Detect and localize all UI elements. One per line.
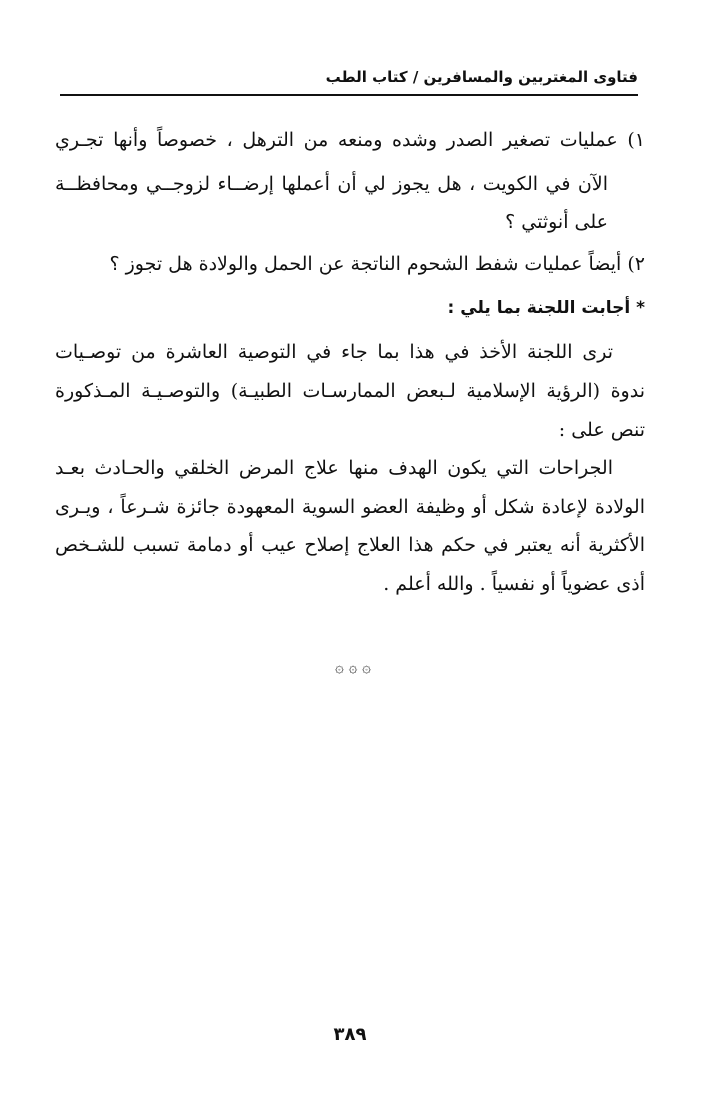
header-title: فتاوى المغتربين والمسافرين / كتاب الطب bbox=[325, 68, 638, 86]
answer-para2-line-1: الجراحات التي يكون الهدف منها علاج المرض الخلقي والحـادث بعـد bbox=[55, 457, 613, 479]
question-2-line: ٢) أيضاً عمليات شفط الشحوم الناتجة عن الحمل والولادة هل تجوز ؟ bbox=[109, 253, 645, 275]
answer-para1-line-3: تنص على : bbox=[558, 419, 645, 441]
answer-para2-line-2: الولادة لإعادة شكل أو وظيفة العضو السوية المعهودة جائزة شـرعاً ، ويـرى bbox=[55, 496, 645, 518]
answer-heading: * أجابت اللجنة بما يلي : bbox=[447, 298, 645, 318]
question-1-line-2: الآن في الكويت ، هل يجوز لي أن أعملها إرضــاء لزوجــي ومحافظــة bbox=[55, 173, 608, 195]
page-number: ٣٨٩ bbox=[333, 1024, 367, 1045]
answer-para2-line-4: أذى عضوياً أو نفسياً . والله أعلم . bbox=[383, 573, 645, 595]
answer-para1-line-1: ترى اللجنة الأخذ في هذا بما جاء في التوصية العاشرة من توصـيات bbox=[55, 341, 613, 363]
question-1-line-1: ١) عمليات تصغير الصدر وشده ومنعه من الترهل ، خصوصاً وأنها تجـري bbox=[55, 129, 645, 151]
answer-para2-line-3: الأكثرية أنه يعتبر في حكم هذا العلاج إصلاح عيب أو دمامة تسبب للشـخص bbox=[55, 534, 645, 556]
running-header bbox=[60, 66, 638, 96]
question-1-line-3: على أنوثتي ؟ bbox=[505, 211, 608, 233]
section-ornament: ۞ ۞ ۞ bbox=[335, 658, 371, 676]
answer-para1-line-2: ندوة (الرؤية الإسلامية لـبعض الممارسـات الطبيـة) والتوصـيـة المـذكورة bbox=[55, 380, 645, 402]
